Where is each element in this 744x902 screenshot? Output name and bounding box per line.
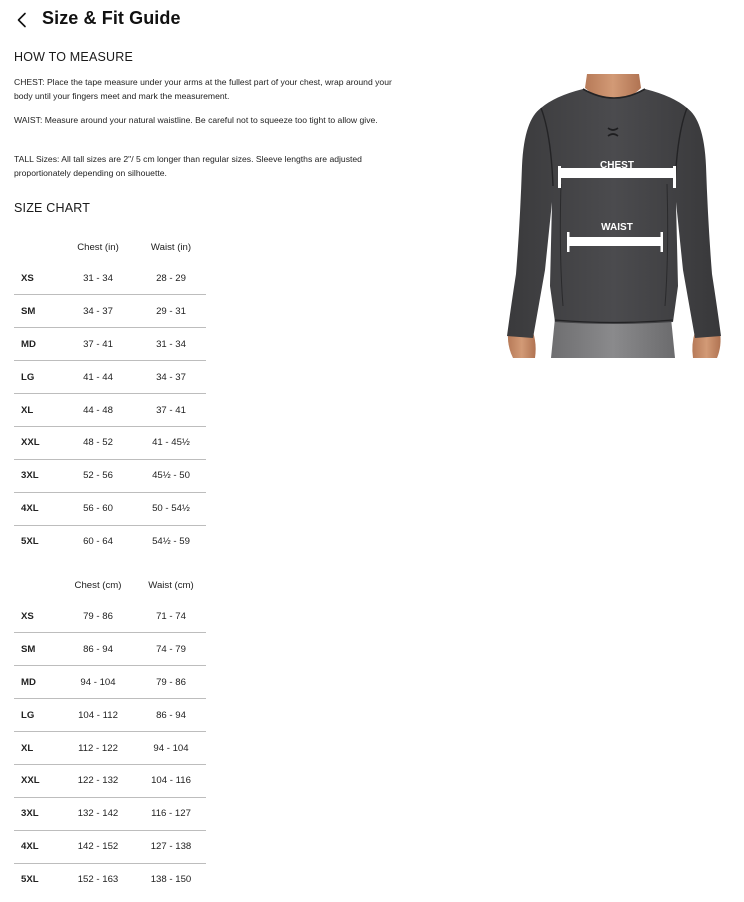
- waist-column-header: Waist (cm): [148, 579, 194, 591]
- size-label: SM: [14, 295, 60, 328]
- chest-range: 94 - 104: [60, 666, 136, 699]
- table-row: [14, 699, 206, 732]
- chest-instructions: CHEST: Place the tape measure under your arms at the fullest part of your chest, wrap around your body until your fingers meet and mark the measurement.: [14, 77, 392, 101]
- size-label: 3XL: [14, 459, 60, 492]
- chest-column-header: Chest (cm): [74, 579, 122, 591]
- size-label: LG: [14, 361, 60, 394]
- waist-range: 28 - 29: [136, 262, 206, 295]
- size-label: XXL: [14, 764, 60, 797]
- chest-range: 31 - 34: [60, 262, 136, 295]
- table-header-row: [14, 232, 206, 262]
- chest-range: 132 - 142: [60, 797, 136, 830]
- waist-range: 54½ - 59: [152, 536, 190, 548]
- chest-range: 122 - 132: [60, 764, 136, 797]
- chest-column-header: Chest (in): [77, 241, 119, 253]
- chest-label: CHEST: [600, 160, 634, 171]
- waist-range: 37 - 41: [136, 394, 206, 427]
- table-row: [14, 830, 206, 863]
- size-table-cm: [14, 570, 206, 896]
- size-label: MD: [14, 666, 60, 699]
- waist-range: 34 - 37: [136, 361, 206, 394]
- chest-range: 52 - 56: [60, 459, 136, 492]
- waist-range: 71 - 74: [136, 600, 206, 633]
- table-row: [14, 492, 206, 525]
- size-column-header: [14, 570, 60, 600]
- table-row: [14, 732, 206, 765]
- waist-range: 50 - 54½: [136, 492, 206, 525]
- table-row: [14, 328, 206, 361]
- chest-range: 56 - 60: [60, 492, 136, 525]
- table-header-row: [14, 570, 206, 600]
- page-title: Size & Fit Guide: [42, 7, 181, 28]
- table-row: [14, 633, 206, 666]
- chest-range: 112 - 122: [60, 732, 136, 765]
- model-shirt-measurement-image: [505, 74, 723, 358]
- size-chart-heading: SIZE CHART: [14, 201, 91, 215]
- chest-range: 48 - 52: [60, 426, 136, 459]
- waist-range: 104 - 116: [136, 764, 206, 797]
- table-row: [14, 764, 206, 797]
- chest-range: 34 - 37: [60, 295, 136, 328]
- table-row: [14, 525, 206, 558]
- table-row: [14, 797, 206, 830]
- table-row: [14, 262, 206, 295]
- waist-range: 45½ - 50: [136, 459, 206, 492]
- size-label: 5XL: [21, 874, 39, 886]
- table-row: [14, 394, 206, 427]
- waist-range: 29 - 31: [136, 295, 206, 328]
- size-label: MD: [14, 328, 60, 361]
- tall-sizes-note: TALL Sizes: All tall sizes are 2"/ 5 cm longer than regular sizes. Sleeve lengths are adjusted proportionately depending on silhouette.: [14, 154, 362, 178]
- chest-range: 79 - 86: [60, 600, 136, 633]
- waist-label: WAIST: [601, 222, 633, 233]
- table-row: [14, 459, 206, 492]
- table-row: [14, 295, 206, 328]
- header: [10, 4, 181, 32]
- size-column-header: [14, 232, 60, 262]
- size-label: XS: [14, 600, 60, 633]
- size-label: SM: [14, 633, 60, 666]
- waist-range: 116 - 127: [136, 797, 206, 830]
- chevron-left-icon: [15, 12, 29, 28]
- waist-range: 41 - 45½: [136, 426, 206, 459]
- size-label: 4XL: [14, 830, 60, 863]
- waist-range: 86 - 94: [136, 699, 206, 732]
- back-button[interactable]: [10, 8, 34, 32]
- chest-range: 37 - 41: [60, 328, 136, 361]
- chest-range: 142 - 152: [60, 830, 136, 863]
- table-row: [14, 361, 206, 394]
- chest-range: 41 - 44: [60, 361, 136, 394]
- waist-range: 127 - 138: [136, 830, 206, 863]
- waist-range: 94 - 104: [136, 732, 206, 765]
- size-label: XXL: [14, 426, 60, 459]
- chest-range: 152 - 163: [77, 874, 119, 886]
- how-to-measure-heading: HOW TO MEASURE: [14, 50, 134, 64]
- chest-range: 44 - 48: [60, 394, 136, 427]
- size-label: 3XL: [14, 797, 60, 830]
- table-row: [14, 600, 206, 633]
- size-label: XL: [14, 394, 60, 427]
- chest-range: 60 - 64: [83, 536, 113, 548]
- size-label: LG: [14, 699, 60, 732]
- table-row: [14, 863, 206, 896]
- waist-range: 138 - 150: [150, 874, 192, 886]
- waist-range: 31 - 34: [136, 328, 206, 361]
- table-row: [14, 426, 206, 459]
- chest-range: 104 - 112: [60, 699, 136, 732]
- size-label: 4XL: [14, 492, 60, 525]
- waist-range: 79 - 86: [136, 666, 206, 699]
- size-label: XS: [14, 262, 60, 295]
- size-label: XL: [14, 732, 60, 765]
- size-label: 5XL: [21, 536, 39, 548]
- table-row: [14, 666, 206, 699]
- chest-range: 86 - 94: [60, 633, 136, 666]
- size-table-inches: [14, 232, 206, 558]
- waist-column-header: Waist (in): [150, 241, 192, 253]
- waist-range: 74 - 79: [136, 633, 206, 666]
- waist-instructions: WAIST: Measure around your natural waistline. Be careful not to squeeze too tight to allow give.: [14, 115, 378, 125]
